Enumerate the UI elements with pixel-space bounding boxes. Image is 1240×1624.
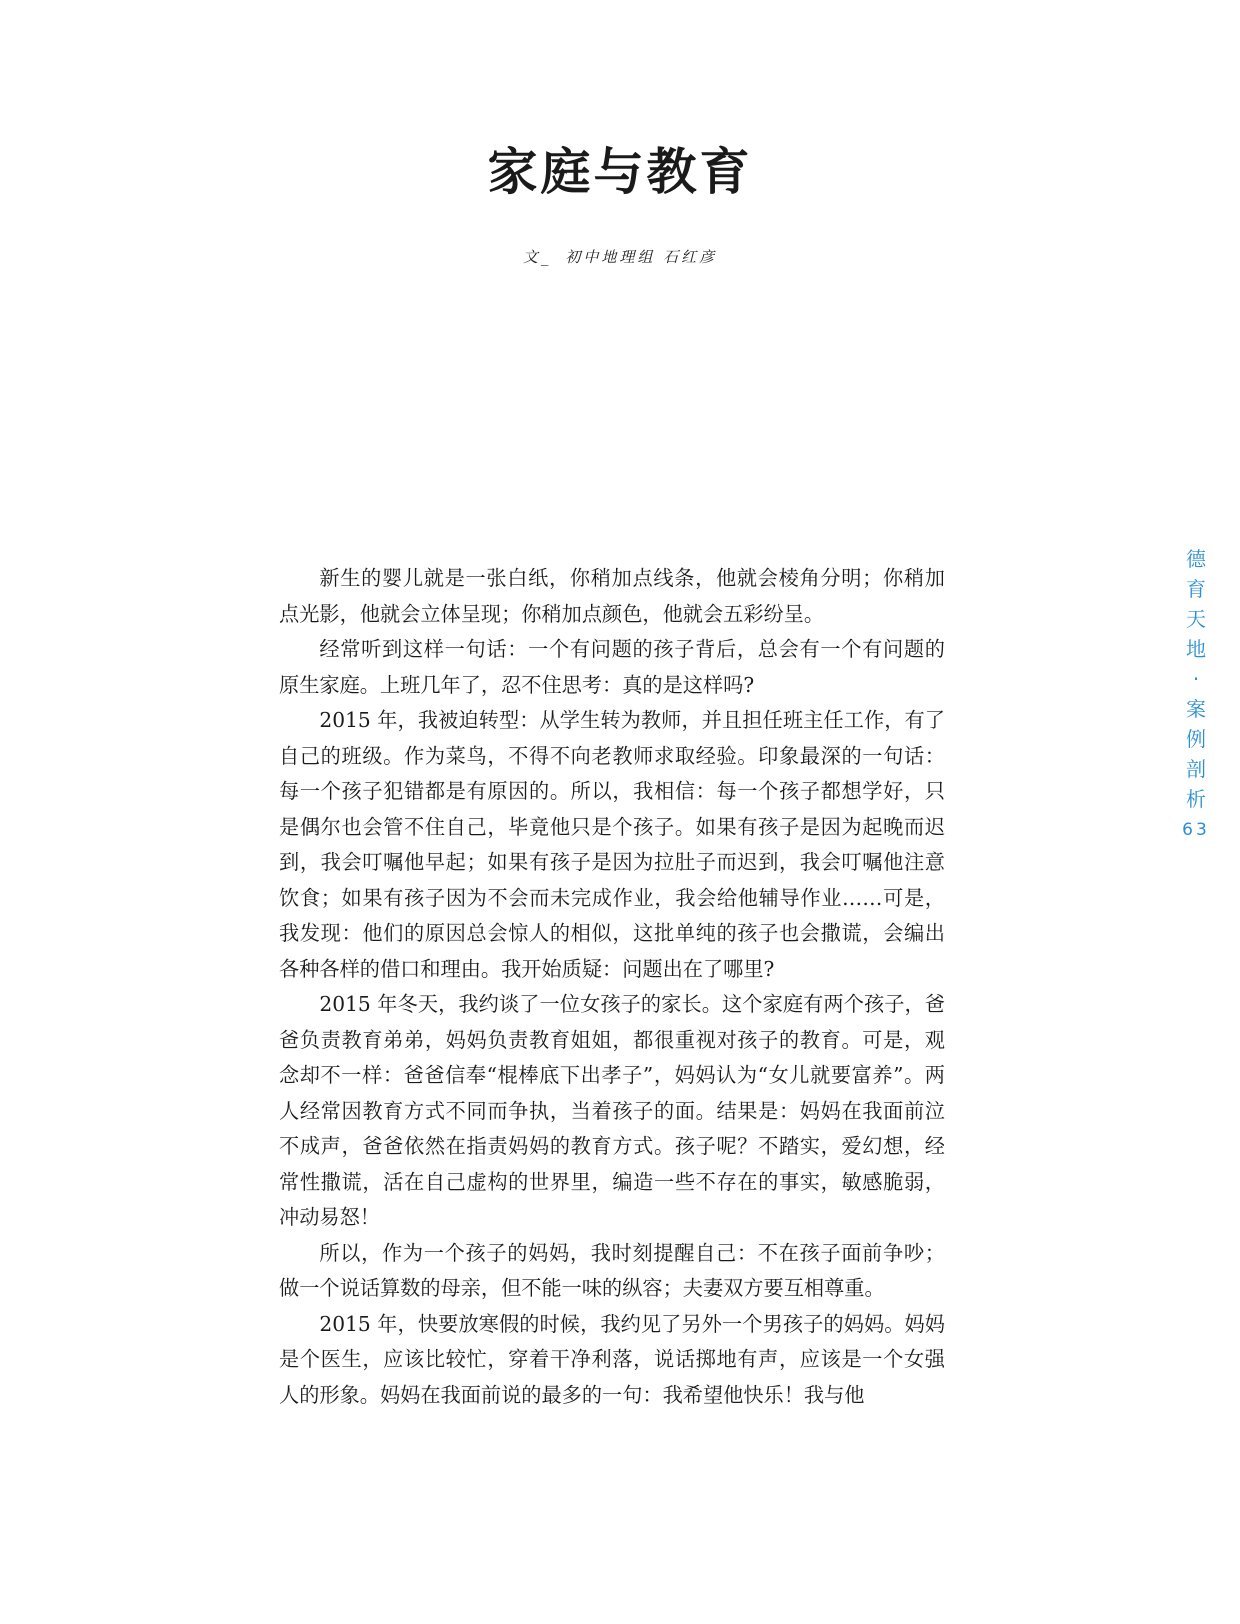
side-label-char: 析	[1186, 787, 1206, 811]
side-label-char: 德	[1186, 547, 1206, 571]
paragraph: 2015 年冬天，我约谈了一位女孩子的家长。这个家庭有两个孩子，爸爸负责教育弟弟，妈妈负责教育姐姐，都很重视对孩子的教育。可是，观念却不一样：爸爸信奉“棍棒底下出孝子”，妈妈认为“女儿就要富养”。两人经常因教育方式不同而争执，当着孩子的面。结果是：妈妈在我面前泣不成声，爸爸依然在指责妈妈的教育方式。孩子呢？不踏实，爱幻想，经常性撒谎，活在自己虚构的世界里，编造一些不存在的事实，敏感脆弱，冲动易怒！	[279, 992, 945, 1229]
side-label-char: 案	[1186, 697, 1206, 721]
paragraph: 2015 年，我被迫转型：从学生转为教师，并且担任班主任工作，有了自己的班级。作为菜鸟，不得不向老教师求取经验。印象最深的一句话：每一个孩子犯错都是有原因的。所以，我相信：每一个孩子都想学好，只是偶尔也会管不住自己，毕竟他只是个孩子。如果有孩子是因为起晚而迟到，我会叮嘱他早起；如果有孩子是因为拉肚子而迟到，我会叮嘱他注意饮食；如果有孩子因为不会而未完成作业，我会给他辅导作业……可是，我发现：他们的原因总会惊人的相似，这批单纯的孩子也会撒谎，会编出各种各样的借口和理由。我开始质疑：问题出在了哪里?	[279, 708, 945, 981]
article-title: 家庭与教育	[487, 142, 753, 201]
side-label-char: 天	[1186, 607, 1206, 631]
side-label-char: 例	[1186, 727, 1206, 751]
section-side-label	[1182, 544, 1210, 840]
article-body	[279, 561, 945, 1413]
byline-author: 初中地理组 石红彦	[565, 248, 718, 266]
side-label-char: 地	[1186, 637, 1206, 661]
page-number: 63	[1182, 820, 1210, 840]
paragraph: 所以，作为一个孩子的妈妈，我时刻提醒自己：不在孩子面前争吵；做一个说话算数的母亲，但不能一味的纵容；夫妻双方要互相尊重。	[279, 1240, 945, 1300]
byline	[0, 246, 1240, 267]
paragraph: 2015 年，快要放寒假的时候，我约见了另外一个男孩子的妈妈。妈妈是个医生，应该比较忙，穿着干净利落，说话掷地有声，应该是一个女强人的形象。妈妈在我面前说的最多的一句：我希望他快乐！我与他	[279, 1311, 945, 1407]
paragraph: 新生的婴儿就是一张白纸，你稍加点线条，他就会棱角分明；你稍加点光影，他就会立体呈现；你稍加点颜色，他就会五彩纷呈。	[279, 566, 945, 626]
paragraph: 经常听到这样一句话：一个有问题的孩子背后，总会有一个有问题的原生家庭。上班几年了，忍不住思考：真的是这样吗?	[279, 637, 945, 697]
side-label-char: 育	[1186, 577, 1206, 601]
side-label-char: 剖	[1186, 757, 1206, 781]
side-label-separator: ·	[1192, 667, 1200, 691]
byline-prefix: 文_	[522, 248, 552, 266]
